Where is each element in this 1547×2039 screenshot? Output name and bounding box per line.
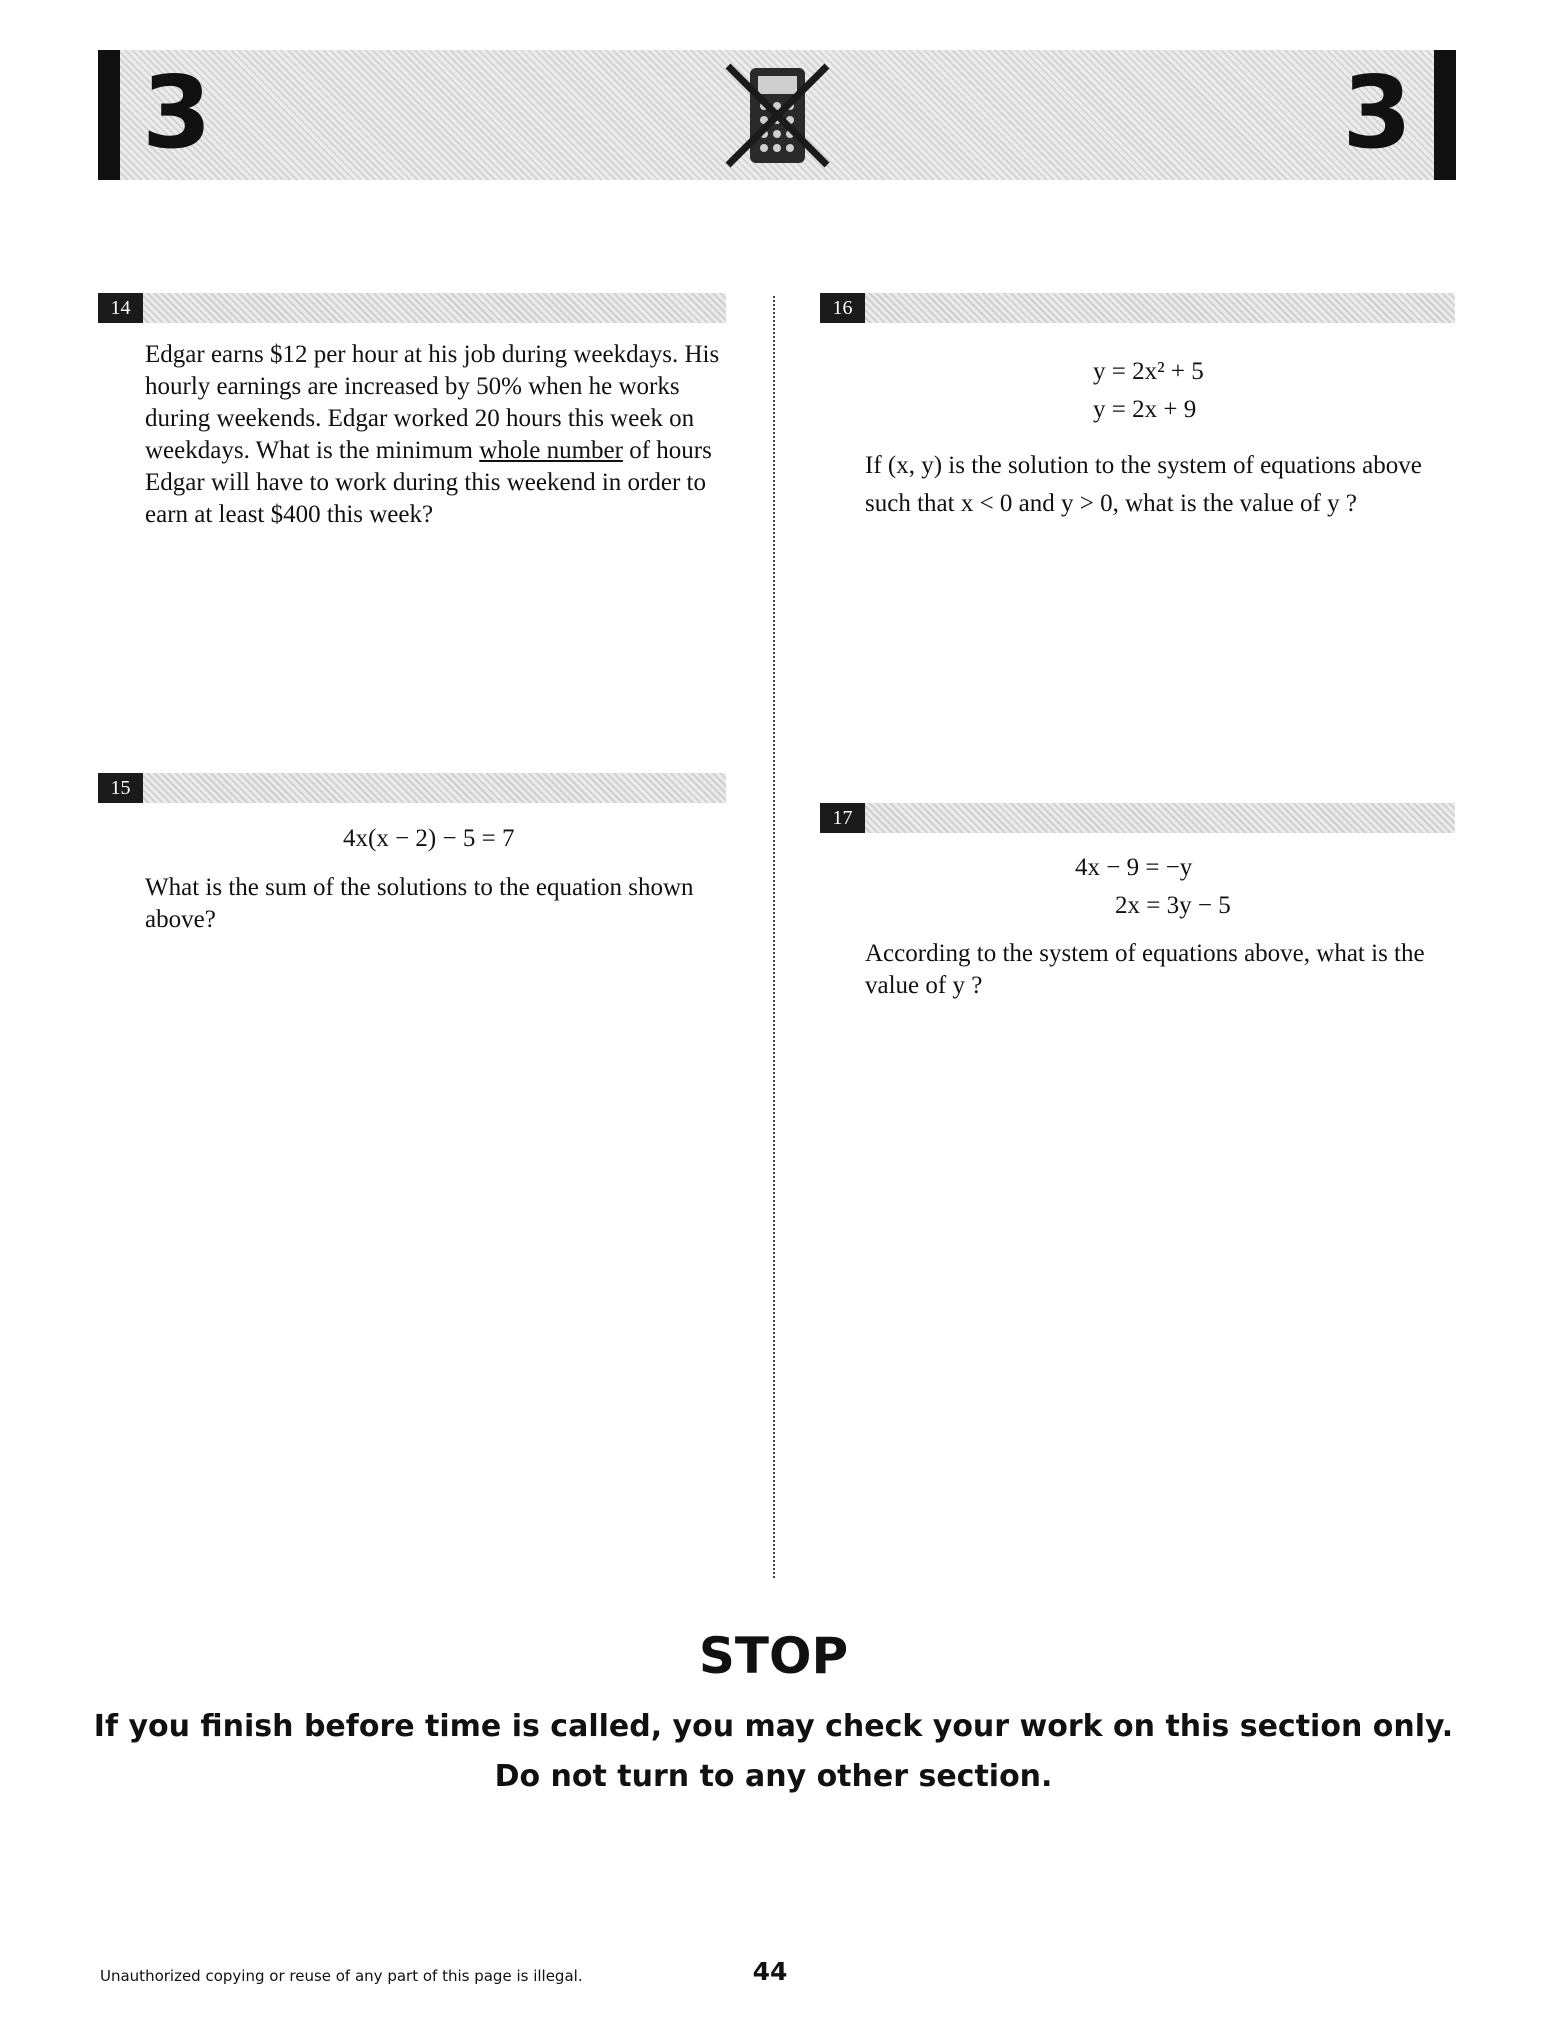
question-number: 16 [820,293,865,323]
question-16-equation-2: y = 2x + 9 [1093,396,1197,423]
no-calculator-icon [720,58,835,173]
question-14-bar [98,293,726,323]
question-17-equation-2: 2x = 3y − 5 [1115,892,1231,919]
header-right-bar [1434,50,1456,180]
stop-title: STOP [698,1627,849,1685]
column-divider [773,296,775,1578]
question-17-text [865,938,1455,1002]
question-number: 15 [98,773,143,803]
question-14-text-part1: Edgar earns $12 per hour at his job during weekdays. His hourly earnings are increased by 50% when he works during weekends. Edgar worked 20 hours this week on weekdays. What is the minimum [145,341,720,464]
question-14-emphasis: whole number [479,437,623,464]
question-15-bar [98,773,726,803]
stop-instruction-1: If you finish before time is called, you may check your work on this section only. [93,1709,1454,1744]
question-16-prompt: If (x, y) is the solution to the system of equations above such that x < 0 and y > 0, what is the value of y ? [865,452,1422,517]
stop-instruction-2: Do not turn to any other section. [494,1759,1053,1794]
question-15-text [145,872,730,936]
section-header [98,50,1456,180]
header-left-bar [98,50,120,180]
question-number: 17 [820,803,865,833]
question-number: 14 [98,293,143,323]
copyright-notice: Unauthorized copying or reuse of any part of this page is illegal. [100,1967,583,1985]
page-number: 44 [752,1957,788,1986]
question-15-prompt: What is the sum of the solutions to the equation shown above? [145,874,694,933]
question-17-bar [820,803,1455,833]
section-number-right: 3 [1342,54,1412,171]
question-17-equation-1: 4x − 9 = −y [1075,854,1193,881]
question-14-text-part2: of hours Edgar will have to work during this weekend in order to earn at least $400 this week? [145,437,712,528]
question-17-prompt: According to the system of equations above, what is the value of y ? [865,940,1425,999]
question-15-equation: 4x(x − 2) − 5 = 7 [343,825,515,852]
question-16-bar [820,293,1455,323]
section-number-left: 3 [142,54,212,171]
question-16-text [865,447,1425,523]
question-16-equation-1: y = 2x² + 5 [1093,358,1204,385]
question-14-text [145,339,730,531]
